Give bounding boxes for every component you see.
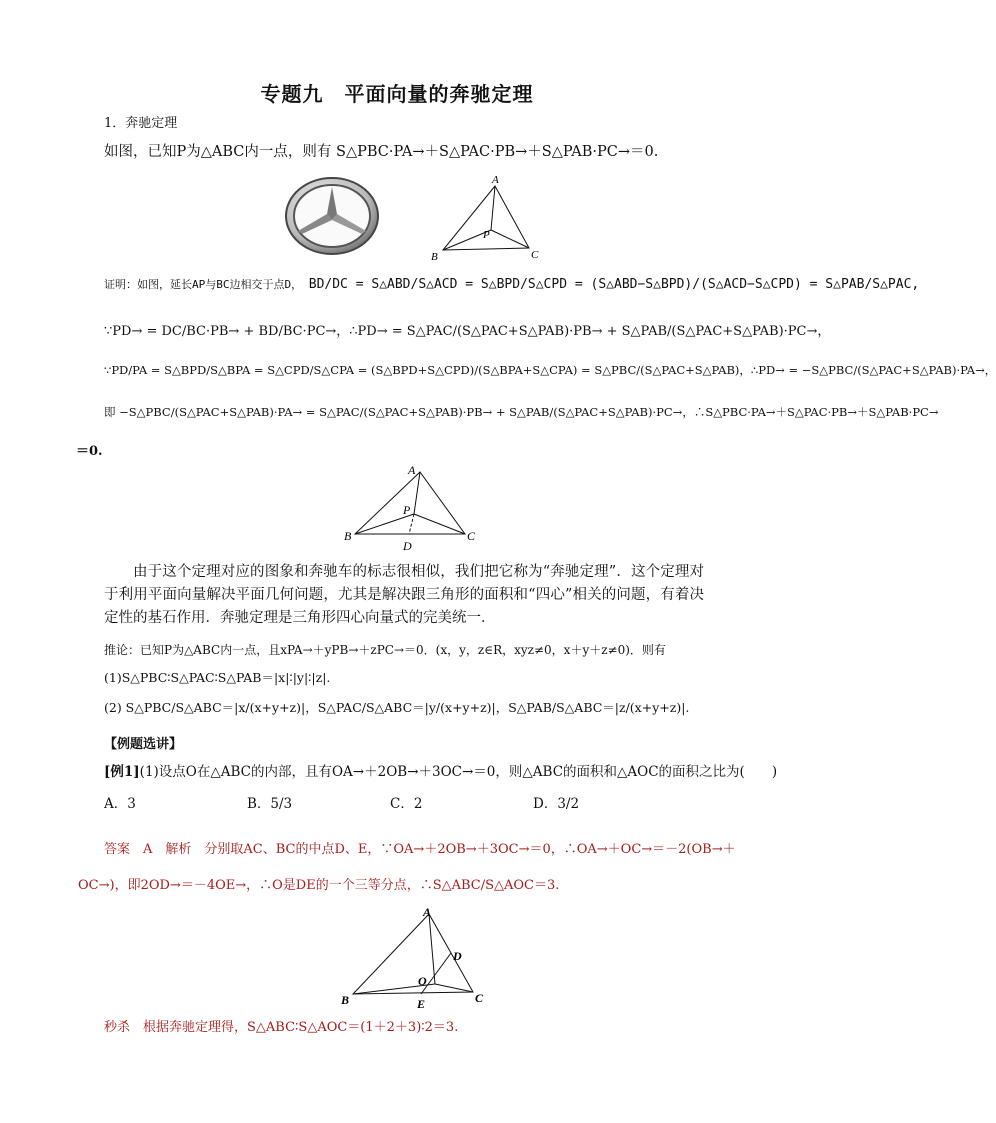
figure-triangle-p [425,172,545,262]
proof-line-4: 即 −S△PBC/(S△PAC+S△PAB)·PA→ = S△PAC/(S△PAC+S△PAB)·PB→ + S△PAB/(S△PAC+S△PAB)·PC→，∴S△PBC·PA→＋S△PAC·PB→＋S△PAB·PC→ [104,405,939,419]
figure-triangle-p-d [340,462,480,552]
example-tag: [例1] [104,764,140,780]
shortcut-line: 秒杀 根据奔驰定理得，S△ABC∶S△AOC＝(1＋2＋3)∶2＝3. [104,1020,459,1035]
svg-text:A: A [408,463,416,477]
proof-line-1: 证明：如图，延长AP与BC边相交于点D， BD/DC = S△ABD/S△ACD = S△BPD/S△CPD = (S△ABD−S△BPD)/(S△ACD−S△CPD) = S△PAB/S△PAC, [104,277,920,292]
example-1-question: [例1](1)设点O在△ABC的内部，且有OA→＋2OB→＋3OC→＝0，则△ABC的面积和△AOC的面积之比为( ) [104,764,778,780]
figure-triangle-o [335,902,495,1014]
label-a: A [492,174,499,186]
option-c: C．2 [390,796,423,812]
answer-line-1: 答案 A 解析 分别取AC、BC的中点D、E，∵OA→＋2OB→＋3OC→＝0，∴OA→＋OC→＝－2(OB→＋ [104,842,736,857]
page-title: 专题九 平面向量的奔驰定理 [260,82,534,106]
svg-text:D: D [403,539,412,553]
corollary-item-1: (1)S△PBC∶S△PAC∶S△PAB＝|x|∶|y|∶|z|. [104,670,331,685]
proof-line-5: ＝0. [76,444,103,459]
svg-text:P: P [403,503,411,517]
proof-line-2: ∵PD→ = DC/BC·PB→ + BD/BC·PC→，∴PD→ = S△PAC/(S△PAC+S△PAB)·PB→ + S△PAB/(S△PAC+S△PAB)·PC→， [104,324,831,339]
section-heading: 1．奔驰定理 [104,116,178,131]
mercedes-logo-image [284,176,380,256]
theorem-statement: 如图，已知P为△ABC内一点，则有 S△PBC·PA→＋S△PAC·PB→＋S△PAB·PC→＝0. [104,144,659,160]
svg-text:C: C [467,529,476,543]
svg-text:B: B [344,529,352,543]
svg-text:E: E [417,997,426,1011]
svg-text:D: D [453,949,462,963]
svg-text:B: B [341,993,350,1007]
option-b: B．5/3 [247,796,293,812]
svg-text:A: A [423,905,432,919]
proof-line-3: ∵PD/PA = S△BPD/S△BPA = S△CPD/S△CPA = (S△BPD+S△CPD)/(S△BPA+S△CPA) = S△PBC/(S△PAC+S△PAB)，∴PD→ = −S△PBC/(S△PAC+S△PAB)·PA→， [104,363,996,377]
label-c: C [531,249,539,261]
examples-header: 【例题选讲】 [104,737,183,752]
label-p: P [483,229,490,241]
corollary-item-2: (2) S△PBC/S△ABC＝|x/(x+y+z)|，S△PAC/S△ABC＝|y/(x+y+z)|，S△PAB/S△ABC＝|z/(x+y+z)|. [104,700,690,715]
answer-line-2: OC→)，即2OD→＝－4OE→，∴O是DE的一个三等分点，∴S△ABC/S△AOC＝3. [78,878,560,893]
svg-text:O: O [418,974,427,988]
svg-text:C: C [475,991,484,1005]
explanation-paragraph: 由于这个定理对应的图象和奔驰车的标志很相似，我们把它称为“奔驰定理”．这个定理对于利用平面向量解决平面几何问题，尤其是解决跟三角形的面积和“四心”相关的问题，有着决定性的基石作用．奔驰定理是三角形四心向量式的完美统一． [104,564,704,626]
example-1-options [104,792,724,812]
label-b: B [431,251,438,263]
option-a: A．3 [104,796,136,812]
corollary-head: 推论：已知P为△ABC内一点，且xPA→＋yPB→＋zPC→＝0．(x，y，z∈R，xyz≠0，x＋y＋z≠0)．则有 [104,643,666,657]
option-d: D．3/2 [533,796,580,812]
